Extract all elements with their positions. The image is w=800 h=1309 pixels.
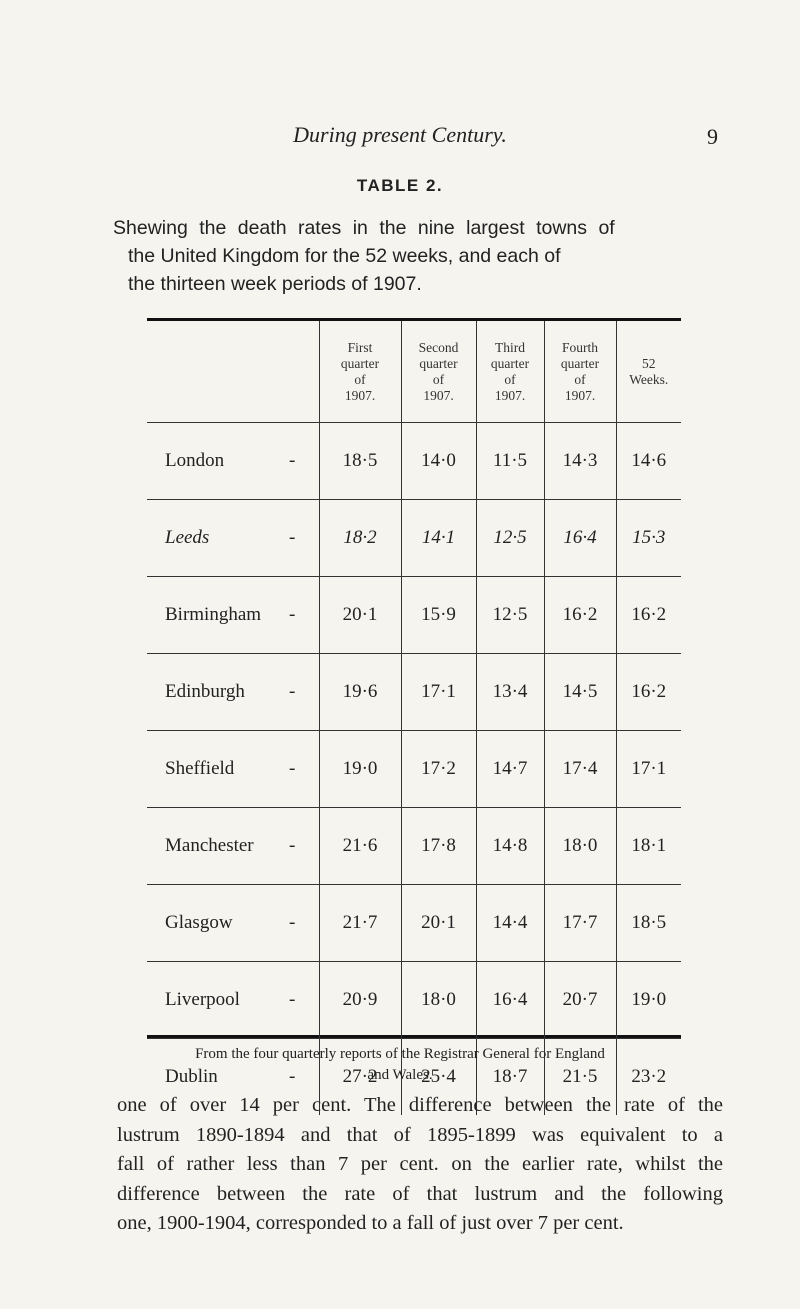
rate-cell: 12·5 (476, 500, 544, 577)
rate-cell: 14·6 (616, 423, 681, 500)
rate-cell: 16·4 (476, 962, 544, 1039)
header-52-weeks-label: 52 Weeks. (629, 355, 669, 387)
town-cell (147, 654, 319, 731)
rate-cell: 20·1 (319, 577, 401, 654)
header-second-quarter (401, 321, 476, 423)
table-header-row (147, 321, 681, 423)
rate-cell: 15·9 (401, 577, 476, 654)
header-52-weeks (616, 321, 681, 423)
rate-cell: 16·4 (544, 500, 616, 577)
rate-cell: 20·9 (319, 962, 401, 1039)
rate-cell: 17·2 (401, 731, 476, 808)
body-line: difference between the rate of that lustrum and the following (117, 1182, 723, 1205)
header-first-quarter-label: First quarter of 1907. (340, 339, 380, 403)
rate-cell: 20·7 (544, 962, 616, 1039)
leader-dash: - (289, 681, 296, 702)
header-second-quarter-label: Second quarter of 1907. (418, 339, 459, 403)
body-line: one of over 14 per cent. The difference between the rate of the (117, 1094, 723, 1116)
rate-cell: 14·4 (476, 885, 544, 962)
leader-dash: - (289, 450, 296, 471)
town-cell (147, 500, 319, 577)
table-row (147, 654, 681, 731)
rate-cell: 14·1 (401, 500, 476, 577)
rate-cell: 14·7 (476, 731, 544, 808)
rate-cell: 18·0 (544, 808, 616, 885)
rate-cell: 13·4 (476, 654, 544, 731)
table-row (147, 500, 681, 577)
header-first-quarter (319, 321, 401, 423)
table-description (113, 214, 716, 298)
rate-cell: 25·4 (401, 1039, 476, 1116)
table-row (147, 577, 681, 654)
town-name: Manchester (165, 835, 254, 856)
town-name: London (165, 450, 225, 471)
rate-cell: 21·7 (319, 885, 401, 962)
town-name: Sheffield (165, 758, 235, 779)
header-fourth-quarter (544, 321, 616, 423)
rate-cell: 18·5 (319, 423, 401, 500)
header-fourth-quarter-label: Fourth quarter of 1907. (560, 339, 600, 403)
rate-cell: 17·1 (616, 731, 681, 808)
town-name: Leeds (165, 527, 210, 548)
rate-cell: 12·5 (476, 577, 544, 654)
description-line: Shewing the death rates in the nine largest towns of (113, 217, 615, 239)
table-title: TABLE 2. (356, 176, 444, 195)
table-row (147, 962, 681, 1039)
body-line: one, 1900-1904, corresponded to a fall of just over 7 per cent. (117, 1212, 624, 1234)
rate-cell: 16·2 (616, 577, 681, 654)
leader-dash: - (289, 527, 296, 548)
town-name: Glasgow (165, 912, 233, 933)
rate-cell: 21·5 (544, 1039, 616, 1116)
rate-cell: 17·1 (401, 654, 476, 731)
rate-cell: 27·2 (319, 1039, 401, 1116)
rate-cell: 19·0 (616, 962, 681, 1039)
page-header (0, 122, 800, 152)
header-third-quarter-label: Third quarter of 1907. (490, 339, 530, 403)
table-row (147, 808, 681, 885)
rate-cell: 14·5 (544, 654, 616, 731)
town-cell (147, 962, 319, 1039)
town-cell (147, 731, 319, 808)
table-row (147, 423, 681, 500)
town-cell (147, 577, 319, 654)
rate-cell: 18·0 (401, 962, 476, 1039)
table-row (147, 731, 681, 808)
body-line: lustrum 1890-1894 and that of 1895-1899 was equivalent to a (117, 1123, 723, 1146)
source-line: From the four quarterly reports of the Registrar General for England (195, 1046, 605, 1062)
town-name: Birmingham (165, 604, 262, 625)
rate-cell: 17·4 (544, 731, 616, 808)
description-line: the thirteen week periods of 1907. (128, 273, 422, 295)
source-line: and Wales. (367, 1067, 433, 1083)
town-cell (147, 423, 319, 500)
rate-cell: 17·7 (544, 885, 616, 962)
description-line: the United Kingdom for the 52 weeks, and each of (128, 245, 561, 267)
header-third-quarter (476, 321, 544, 423)
rate-cell: 17·8 (401, 808, 476, 885)
town-cell (147, 885, 319, 962)
rate-cell: 14·8 (476, 808, 544, 885)
town-name: Edinburgh (165, 681, 245, 702)
table-row (147, 885, 681, 962)
rate-cell: 14·0 (401, 423, 476, 500)
rate-cell: 19·0 (319, 731, 401, 808)
rate-cell: 15·3 (616, 500, 681, 577)
leader-dash: - (289, 989, 296, 1010)
table-source-note (150, 1044, 650, 1086)
page-number: 9 (707, 124, 718, 149)
leader-dash: - (289, 758, 296, 779)
rate-cell: 16·2 (544, 577, 616, 654)
rate-cell: 14·3 (544, 423, 616, 500)
town-name: Liverpool (165, 989, 240, 1010)
leader-dash: - (289, 1066, 296, 1087)
rate-cell: 18·7 (476, 1039, 544, 1116)
header-town (147, 321, 319, 423)
town-cell (147, 808, 319, 885)
body-paragraph (117, 1091, 723, 1239)
body-line: fall of rather less than 7 per cent. on the earlier rate, whilst the (117, 1153, 723, 1175)
leader-dash: - (289, 912, 296, 933)
leader-dash: - (289, 835, 296, 856)
leader-dash: - (289, 604, 296, 625)
town-name: Dublin (165, 1066, 218, 1087)
rate-cell: 19·6 (319, 654, 401, 731)
rate-cell: 11·5 (476, 423, 544, 500)
rate-cell: 23·2 (616, 1039, 681, 1116)
rate-cell: 21·6 (319, 808, 401, 885)
rate-cell: 20·1 (401, 885, 476, 962)
running-title: During present Century. (293, 122, 507, 147)
rate-cell: 16·2 (616, 654, 681, 731)
rate-cell: 18·1 (616, 808, 681, 885)
rate-cell: 18·5 (616, 885, 681, 962)
rate-cell: 18·2 (319, 500, 401, 577)
